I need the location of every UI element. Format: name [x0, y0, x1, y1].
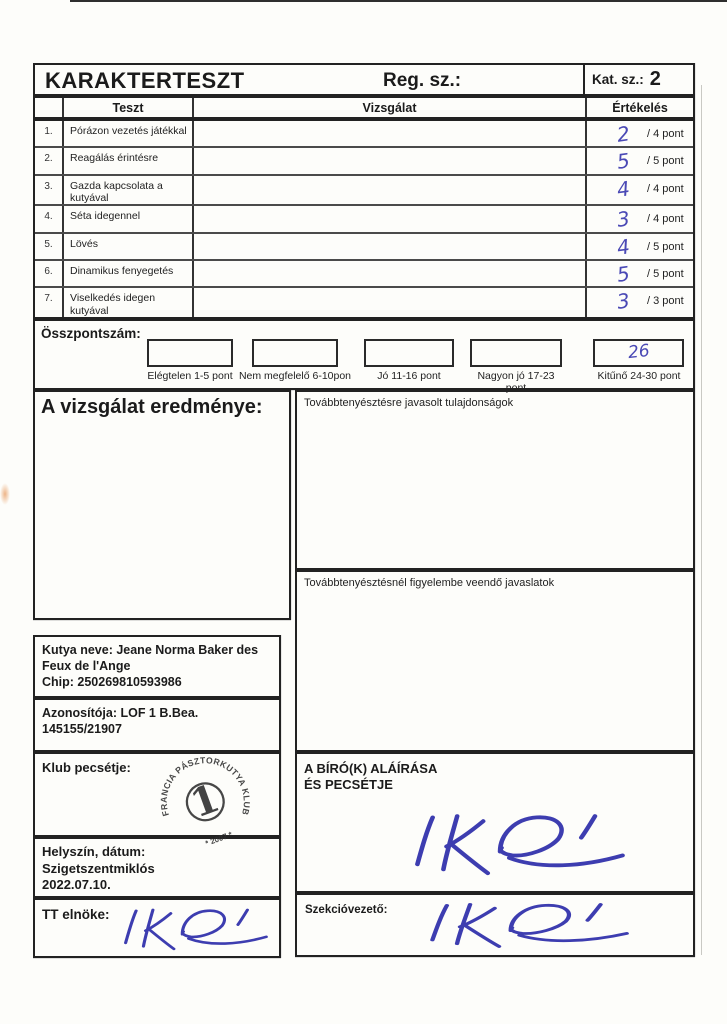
row-test-label: Lövés	[62, 234, 192, 259]
judge-label-line2: ÉS PECSÉTJE	[304, 777, 393, 793]
row-vizsgalat-cell	[192, 176, 585, 205]
row-score-cell	[585, 206, 693, 231]
breeding-considerations-label: Továbbtenyésztésnél figyelembe veendő javaslatok	[304, 577, 555, 589]
club-stamp-label: Klub pecsétje:	[42, 760, 131, 775]
row-vizsgalat-cell	[192, 261, 585, 286]
row-number: 5.	[44, 238, 53, 250]
row-score-cell	[585, 176, 693, 205]
judge-signature	[399, 806, 644, 882]
row-score-cell	[585, 288, 693, 317]
scan-stain	[0, 483, 10, 505]
col-ertekeles-header: Értékelés	[585, 98, 693, 117]
table-row	[35, 234, 693, 261]
handwritten-score: 4	[615, 233, 632, 260]
row-test-label: Viselkedés idegen kutyával	[62, 288, 192, 317]
tt-president-box	[33, 898, 281, 958]
handwritten-score: 3	[615, 288, 632, 315]
row-number: 1.	[44, 126, 53, 137]
breeding-suggested-box	[295, 390, 695, 570]
table-header-row	[33, 96, 695, 119]
location-place: Szigetszentmiklós	[42, 860, 155, 876]
col-teszt-header: Teszt	[62, 98, 192, 117]
grade-label-kituno: Kitűnő 24-30 pont	[597, 370, 681, 382]
row-test-label: Pórázon vezetés játékkal	[62, 121, 192, 146]
grade-box-nagyon-jo	[470, 339, 562, 367]
dog-name-box	[33, 635, 281, 698]
judge-label-line1: A BÍRÓ(K) ALÁÍRÁSA	[304, 761, 438, 776]
row-number: 6.	[44, 265, 53, 277]
section-leader-signature	[415, 897, 647, 953]
row-vizsgalat-cell	[192, 121, 585, 146]
table-row	[35, 121, 693, 148]
dog-id-line: Azonosítója: LOF 1 B.Bea. 145155/21907	[42, 706, 199, 736]
table-row	[35, 206, 693, 233]
scan-edge-right	[701, 85, 702, 955]
exam-result-heading: A vizsgálat eredménye:	[41, 396, 263, 418]
table-row	[35, 288, 693, 317]
row-test-label: Dinamikus fenyegetés	[62, 261, 192, 286]
club-stamp-box	[33, 752, 281, 848]
breeding-suggested-label: Továbbtenyésztésre javasolt tulajdonságok	[304, 397, 514, 409]
max-points-label: / 3 pont	[647, 295, 684, 308]
form-title: KARAKTERTESZT	[45, 68, 245, 93]
max-points-label: / 4 pont	[647, 213, 684, 226]
grade-label-nem-megfelelo: Nem megfelelő 6-10pon	[238, 370, 352, 382]
test-table	[33, 119, 695, 319]
handwritten-score: 5	[615, 148, 632, 175]
row-test-label: Gazda kapcsolata a kutyával	[62, 176, 192, 205]
category-value: 2	[649, 68, 661, 90]
grade-label-elegtelen: Elégtelen 1-5 pont	[147, 370, 233, 382]
section-leader-label: Szekcióvezető:	[305, 904, 388, 916]
stamp-number: 1	[184, 775, 226, 828]
max-points-label: / 5 pont	[647, 155, 684, 168]
row-test-label: Séta idegennel	[62, 206, 192, 231]
max-points-label: / 4 pont	[647, 182, 684, 195]
location-date-box	[33, 837, 281, 898]
row-number: 7.	[44, 293, 53, 305]
row-score-cell	[585, 234, 693, 259]
handwritten-score: 2	[615, 121, 632, 147]
row-number: 3.	[44, 180, 53, 192]
dog-chip-line: Chip: 250269810593986	[42, 675, 182, 689]
stamp-year: * 2007 *	[204, 829, 234, 848]
row-vizsgalat-cell	[192, 288, 585, 317]
handwritten-score: 4	[615, 175, 632, 202]
row-score-cell	[585, 261, 693, 286]
section-leader-box	[295, 893, 695, 957]
max-points-label: / 5 pont	[647, 240, 684, 253]
row-vizsgalat-cell	[192, 234, 585, 259]
grade-box-jo	[364, 339, 454, 367]
dog-name-line: Kutya neve: Jeane Norma Baker des Feux de l'Ange	[42, 643, 259, 673]
handwritten-score: 5	[615, 261, 632, 287]
handwritten-score: 3	[615, 206, 632, 233]
row-number: 4.	[44, 211, 53, 223]
row-score-cell	[585, 121, 693, 146]
row-score-cell	[585, 148, 693, 173]
location-label: Helyszín, dátum:	[42, 844, 146, 859]
table-row	[35, 148, 693, 175]
max-points-label: / 5 pont	[647, 267, 684, 280]
judge-signature-box	[295, 752, 695, 893]
scan-edge-top	[70, 0, 727, 2]
category-label: Kat. sz.:	[592, 72, 644, 87]
exam-result-box	[33, 390, 291, 620]
location-date: 2022.07.10.	[42, 877, 111, 893]
grade-box-kituno	[593, 339, 684, 367]
breeding-considerations-box	[295, 570, 695, 752]
grade-label-nagyon-jo: Nagyon jó 17-23 pont	[477, 370, 555, 394]
tt-president-label: TT elnöke:	[42, 907, 110, 922]
form-title-row	[33, 63, 695, 96]
reg-number-label: Reg. sz.:	[383, 70, 462, 91]
row-vizsgalat-cell	[192, 148, 585, 173]
max-points-label: / 4 pont	[647, 128, 684, 140]
row-test-label: Reagálás érintésre	[62, 148, 192, 173]
total-points-label: Összpontszám:	[41, 326, 141, 341]
table-row	[35, 261, 693, 288]
grade-box-nem-megfelelo	[252, 339, 338, 367]
category-cell	[583, 65, 693, 94]
row-vizsgalat-cell	[192, 206, 585, 231]
grade-label-jo: Jó 11-16 pont	[377, 370, 441, 382]
col-number-header	[35, 98, 62, 117]
row-number: 2.	[44, 153, 53, 165]
table-row	[35, 176, 693, 207]
col-vizsgalat-header: Vizsgálat	[192, 98, 585, 117]
tt-president-signature	[113, 903, 281, 955]
total-points-section	[33, 319, 695, 394]
handwritten-total-score: 26	[626, 340, 651, 364]
stamp-ring-text: FRANCIA PÁSZTORKUTYA KLUB	[158, 755, 252, 818]
grade-box-elegtelen	[147, 339, 233, 367]
